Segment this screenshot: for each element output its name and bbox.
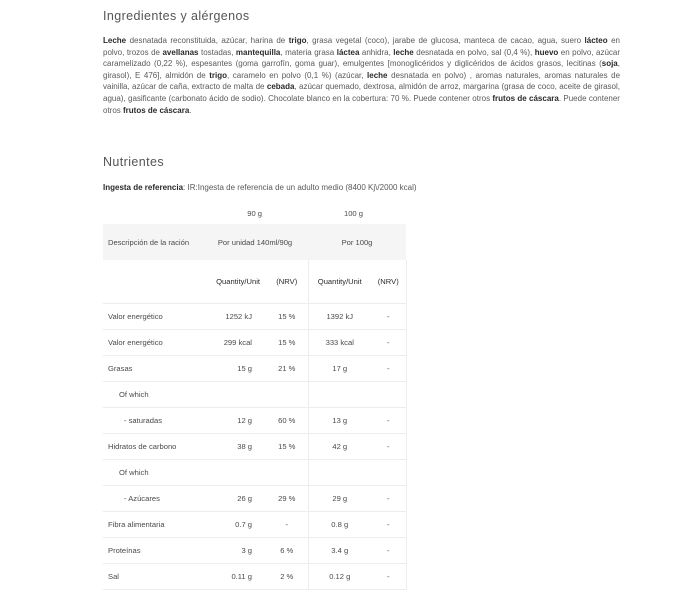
per-unit-quantity [202, 460, 266, 486]
reference-intake-text: : IR:Ingesta de referencia de un adulto medio (8400 Kj\/2000 kcal) [183, 183, 417, 192]
per-unit-nrv: 2 % [266, 564, 308, 590]
nutrient-row [103, 330, 406, 356]
nutrient-label: - Azúcares [103, 486, 202, 512]
per-unit-quantity: 0.7 g [202, 512, 266, 538]
nutrient-row [103, 356, 406, 382]
nutrient-row [103, 460, 406, 486]
per-unit-quantity: 38 g [202, 434, 266, 460]
nutrient-label: - saturadas [103, 408, 202, 434]
per-100g-quantity: 0.8 g [308, 512, 371, 538]
ingredients-text [103, 35, 620, 116]
per-unit-quantity [202, 382, 266, 408]
per-100g-nrv: - [371, 304, 406, 330]
allergen-text: frutos de cáscara [492, 93, 559, 103]
per-100g-nrv [371, 460, 406, 486]
per-100g-quantity [308, 382, 371, 408]
header-cell-100g: 100 g [343, 208, 363, 218]
allergen-text: leche [393, 47, 414, 57]
ingredient-text: desnatada reconstituida, azúcar, harina de [126, 36, 289, 45]
header-cell [371, 202, 406, 224]
per-unit-nrv: 15 % [266, 434, 308, 460]
per-100g-nrv [371, 382, 406, 408]
empty-cell [103, 260, 202, 304]
nutrient-label: Valor energético [103, 304, 202, 330]
nutrient-label: Sal [103, 564, 202, 590]
serving-description-row [103, 224, 406, 260]
nutrient-label: Of which [103, 460, 202, 486]
per-unit-nrv: 29 % [266, 486, 308, 512]
nutrient-label: Grasas [103, 356, 202, 382]
ingredient-text: en polvo, azúcar caramelizado (0,22 %), espesantes (goma garrofín, goma guar), emulgentes [monoglicéridos y diglicéridos de ácidos grasos, lecitinas ( [103, 47, 621, 69]
nutrient-row [103, 512, 406, 538]
quantity-unit-header-2: Quantity/Unit [308, 260, 371, 304]
per-unit-nrv: 6 % [266, 538, 308, 564]
header-cell [266, 202, 308, 224]
per-unit-quantity: 26 g [202, 486, 266, 512]
nutrients-heading: Nutrientes [103, 155, 164, 169]
allergen-text: cebada [266, 82, 295, 92]
allergen-text: lácteo [584, 36, 608, 45]
per-100g-nrv: - [371, 408, 406, 434]
column-unit-header-row [103, 260, 406, 304]
quantity-unit-header-1: Quantity/Unit [202, 260, 266, 304]
per-unit-label: Por unidad 140ml/90g [202, 224, 308, 260]
allergen-text: frutos de cáscara [123, 105, 190, 115]
reference-intake-line [103, 183, 417, 192]
per-100g-nrv: - [371, 434, 406, 460]
per-100g-quantity: 0.12 g [308, 564, 371, 590]
allergen-text: mantequilla [235, 47, 281, 57]
per-unit-quantity: 299 kcal [202, 330, 266, 356]
per-unit-quantity: 12 g [202, 408, 266, 434]
allergen-text: láctea [336, 47, 360, 57]
per-unit-nrv [266, 460, 308, 486]
ingredient-text: en polvo, trozos de [103, 36, 620, 57]
per-unit-quantity: 1252 kJ [202, 304, 266, 330]
per-unit-nrv [266, 382, 308, 408]
per-100g-nrv: - [371, 564, 406, 590]
per-100g-quantity [308, 460, 371, 486]
per-100g-nrv: - [371, 538, 406, 564]
per-100g-quantity: 1392 kJ [308, 304, 371, 330]
allergen-text: trigo [288, 36, 307, 45]
allergen-text: leche [367, 70, 388, 80]
header-cell [103, 202, 202, 224]
ingredient-text: , girasol), E 476], almidón de [103, 59, 620, 80]
ingredient-text: desnatada en polvo, sal (0,4 %), [413, 47, 535, 57]
per-100g-nrv: - [371, 512, 406, 538]
per-unit-nrv: - [266, 512, 308, 538]
nutrient-row [103, 304, 406, 330]
nutrient-row [103, 434, 406, 460]
nutrient-label: Valor energético [103, 330, 202, 356]
header-cell-90g: 90 g [247, 208, 262, 218]
nutrient-row [103, 408, 406, 434]
per-100g-quantity: 29 g [308, 486, 371, 512]
nrv-header-1: (NRV) [266, 260, 308, 304]
nutrient-label: Hidratos de carbono [103, 434, 202, 460]
ingredient-text: , grasa vegetal (coco), jarabe de glucosa, manteca de cacao, agua, suero [306, 36, 585, 45]
allergen-text: avellanas [162, 47, 199, 57]
per-100g-nrv: - [371, 330, 406, 356]
nutrition-table [103, 202, 407, 590]
reference-intake-label: Ingesta de referencia [103, 183, 184, 192]
allergen-text: soja [601, 59, 618, 69]
nutrient-row [103, 486, 406, 512]
per-unit-quantity: 15 g [202, 356, 266, 382]
per-100g-label: Por 100g [308, 224, 406, 260]
per-100g-quantity: 3.4 g [308, 538, 371, 564]
ingredient-text: anhidra, [359, 47, 394, 57]
nrv-header-2: (NRV) [371, 260, 406, 304]
per-unit-quantity: 3 g [202, 538, 266, 564]
ingredient-text: . [189, 105, 192, 115]
per-100g-quantity: 333 kcal [308, 330, 371, 356]
ingredient-text: , azúcar quemado, dextrosa, almidón de arroz, margarina (grasa de coco, aceite de girasol, agua), gasificante (carbonato ácido de sodio). Chocolate blanco en la cobertura: 70 %. Puede contener otros [103, 82, 620, 103]
serving-description-label: Descripción de la ración [103, 224, 202, 260]
nutrient-row [103, 538, 406, 564]
allergen-text: Leche [103, 36, 127, 45]
nutrient-label: Of which [103, 382, 202, 408]
per-100g-quantity: 17 g [308, 356, 371, 382]
ingredient-text: tostadas, [198, 47, 236, 57]
per-100g-quantity: 42 g [308, 434, 371, 460]
per-100g-quantity: 13 g [308, 408, 371, 434]
per-unit-nrv: 21 % [266, 356, 308, 382]
nutrient-label: Proteínas [103, 538, 202, 564]
per-unit-nrv: 60 % [266, 408, 308, 434]
allergen-text: trigo [209, 70, 228, 80]
nutrient-row [103, 564, 406, 590]
allergen-text: huevo [534, 47, 559, 57]
ingredients-heading: Ingredientes y alérgenos [103, 9, 250, 23]
per-100g-nrv: - [371, 486, 406, 512]
ingredient-text: , materia grasa [280, 47, 337, 57]
per-unit-nrv: 15 % [266, 330, 308, 356]
ingredient-text: desnatada en polvo) , aromas naturales, aromas naturales de vainilla, azúcar de caña, extracto de malta de [103, 70, 621, 92]
serving-size-header-row [103, 202, 406, 224]
per-unit-quantity: 0.11 g [202, 564, 266, 590]
per-unit-nrv: 15 % [266, 304, 308, 330]
ingredient-text: . Puede contener otros [103, 93, 620, 115]
per-100g-nrv: - [371, 356, 406, 382]
ingredient-text: , caramelo en polvo (0,1 %) (azúcar, [227, 70, 368, 80]
nutrient-label: Fibra alimentaria [103, 512, 202, 538]
nutrient-row [103, 382, 406, 408]
